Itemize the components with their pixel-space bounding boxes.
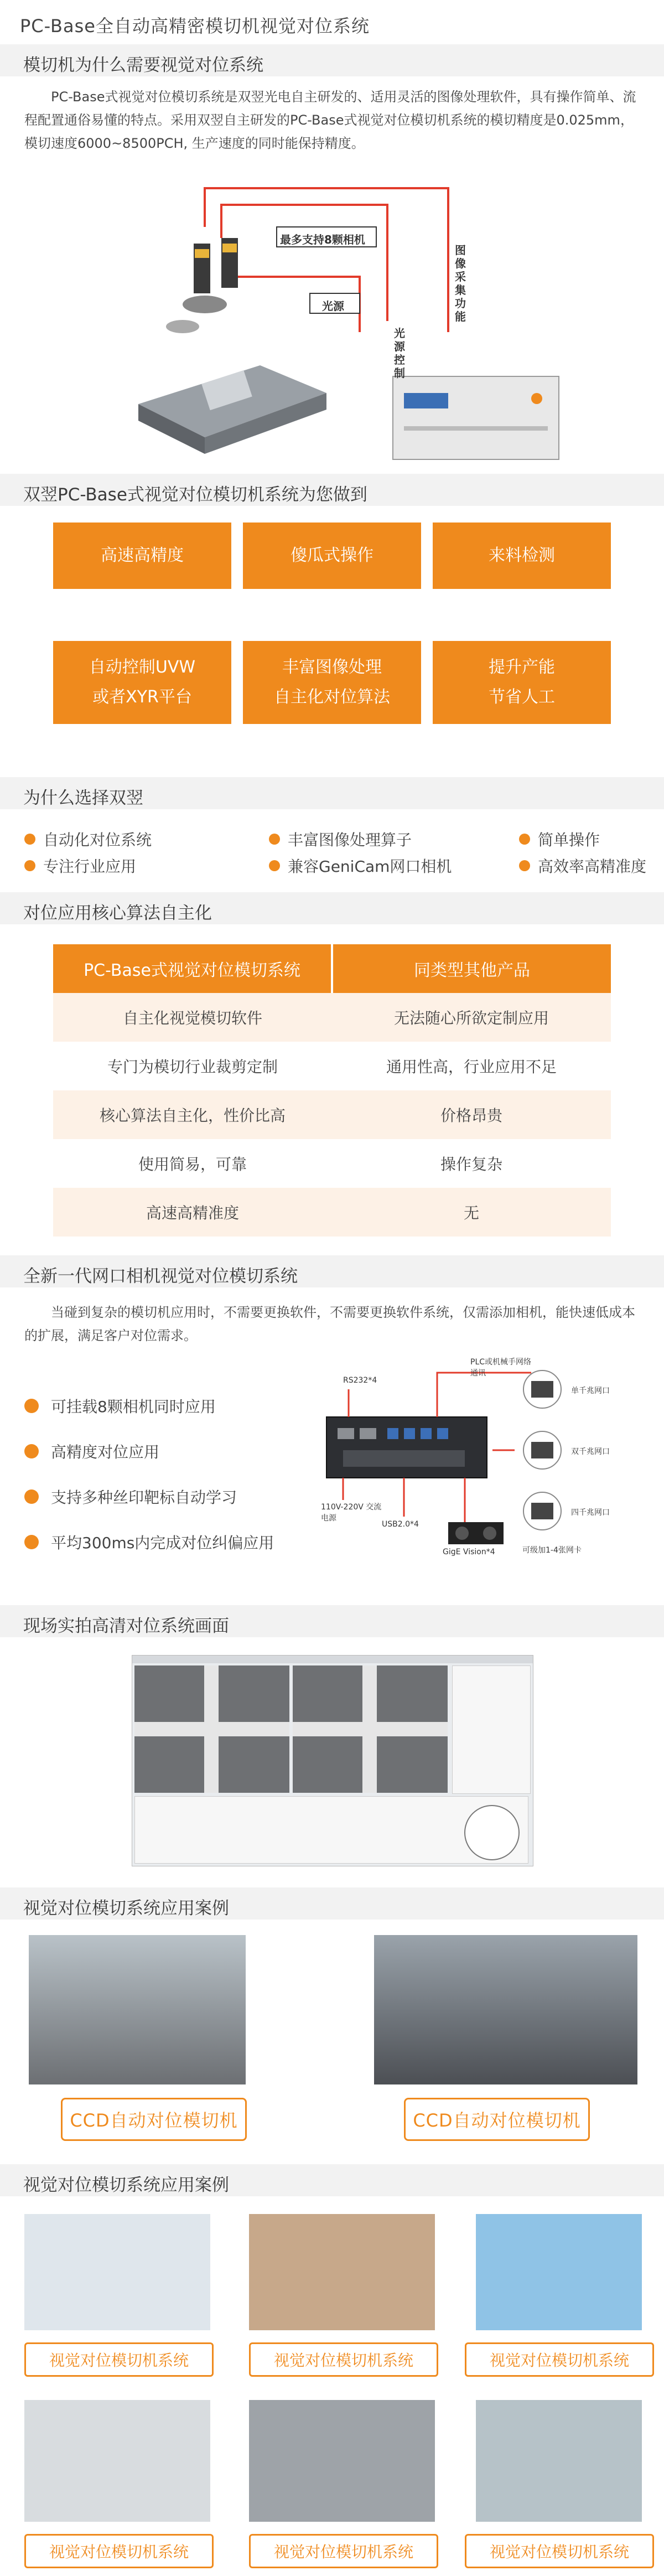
case-label: 视觉对位模切机系统 — [465, 2534, 654, 2568]
feature-bullet: 专注行业应用 — [24, 855, 136, 877]
case-label: CCD自动对位模切机 — [61, 2098, 247, 2141]
case-label: 视觉对位模切机系统 — [24, 2342, 214, 2377]
case-photo — [249, 2400, 435, 2522]
table-cell: 操作复杂 — [332, 1139, 611, 1188]
case-label: 视觉对位模切机系统 — [249, 2534, 438, 2568]
power-label: 110V-220V 交流电源 — [321, 1503, 382, 1523]
section-title: 为什么选择双翌 — [23, 788, 143, 808]
section-header-cases-2 — [0, 2164, 664, 2196]
plc-label: PLC或机械手网络通讯 — [470, 1358, 532, 1378]
section-title: 对位应用核心算法自主化 — [23, 903, 212, 923]
usb-label: USB2.0*4 — [382, 1520, 419, 1529]
section-header-live-screen — [0, 1605, 664, 1637]
table-row — [53, 1188, 611, 1237]
table-cell: 通用性高，行业应用不足 — [332, 1042, 611, 1090]
feature-bullet: 高精度对位应用 — [24, 1440, 159, 1462]
feature-bullet: 高效率高精准度 — [519, 855, 646, 877]
machine-setup-illustration — [94, 166, 570, 476]
section-title: 模切机为什么需要视觉对位系统 — [23, 55, 263, 75]
dual-port-label: 双千兆网口 — [571, 1447, 610, 1456]
benefit-cell: 自动控制UVW 或者XYR平台 — [53, 641, 231, 724]
network-camera-diagram — [310, 1356, 653, 1577]
feature-bullet: 兼容GeniCam网口相机 — [269, 855, 452, 877]
table-header-cell: 同类型其他产品 — [331, 944, 611, 993]
case-photo — [29, 1935, 246, 2084]
expand-label: 可级加1-4张网卡 — [522, 1546, 582, 1555]
intro-paragraph: PC-Base式视觉对位模切系统是双翌光电自主研发的、适用灵活的图像处理软件，具有操作简单、流程配置通俗易懂的特点。采用双翌自主研发的PC-Base式视觉对位模切机系统的模切精度是0.025mm，模切速度6000~8500PCH, 生产速度的同时能保持精度。 — [24, 89, 636, 151]
case-label: 视觉对位模切机系统 — [249, 2342, 438, 2377]
case-label: 视觉对位模切机系统 — [465, 2342, 654, 2377]
case-photo — [476, 2214, 642, 2330]
table-cell: 自主化视觉模切软件 — [53, 993, 332, 1042]
rs232-label: RS232*4 — [343, 1376, 377, 1385]
gige-label: GigE Vision*4 — [443, 1548, 495, 1556]
page-title: PC-Base全自动高精密模切机视觉对位系统 — [20, 15, 370, 37]
section-title: 全新一代网口相机视觉对位模切系统 — [23, 1266, 298, 1286]
feature-bullet: 支持多种丝印靶标自动学习 — [24, 1486, 237, 1508]
feature-bullet: 平均300ms内完成对位纠偏应用 — [24, 1531, 274, 1553]
case-label: CCD自动对位模切机 — [404, 2098, 590, 2141]
section-header-why-choose — [0, 777, 664, 809]
table-header-row — [53, 944, 611, 993]
section-header-new-gen — [0, 1255, 664, 1287]
case-photo — [249, 2214, 435, 2330]
table-cell: 使用简易，可靠 — [53, 1139, 332, 1188]
comparison-table — [53, 944, 611, 1237]
section-title: 现场实拍高清对位系统画面 — [23, 1616, 229, 1636]
light-control-label: 光源控制 — [394, 327, 405, 380]
section-title: 视觉对位模切系统应用案例 — [23, 1899, 229, 1918]
benefit-cell: 丰富图像处理 自主化对位算法 — [243, 641, 421, 724]
case-photo — [476, 2400, 642, 2522]
case-label: 视觉对位模切机系统 — [24, 2534, 214, 2568]
table-cell: 高速高精准度 — [53, 1188, 332, 1237]
benefit-cell: 来料检测 — [433, 523, 611, 589]
section-title: 视觉对位模切系统应用案例 — [23, 2175, 229, 2195]
new-gen-paragraph: 当碰到复杂的模切机应用时，不需要更换软件，不需要更换软件系统，仅需添加相机，能快速低成本的扩展，满足客户对位需求。 — [24, 1305, 635, 1343]
table-cell: 无 — [332, 1188, 611, 1237]
image-collect-label: 图像采集功能 — [455, 244, 466, 323]
benefit-cell: 傻瓜式操作 — [243, 523, 421, 589]
case-photo — [24, 2400, 210, 2522]
feature-bullet: 丰富图像处理算子 — [269, 828, 412, 850]
benefit-cell: 提升产能 节省人工 — [433, 641, 611, 724]
table-header-cell: PC-Base式视觉对位模切系统 — [53, 944, 331, 993]
table-cell: 价格昂贵 — [332, 1090, 611, 1139]
quad-port-label: 四千兆网口 — [571, 1508, 610, 1517]
section-header-why-vision — [0, 44, 664, 76]
table-cell: 核心算法自主化，性价比高 — [53, 1090, 332, 1139]
table-cell: 无法随心所欲定制应用 — [332, 993, 611, 1042]
table-row — [53, 1139, 611, 1188]
feature-bullet: 自动化对位系统 — [24, 828, 152, 850]
table-row — [53, 993, 611, 1042]
table-row — [53, 1090, 611, 1139]
section-title: 双翌PC-Base式视觉对位模切机系统为您做到 — [23, 485, 367, 505]
single-port-label: 单千兆网口 — [571, 1387, 610, 1395]
feature-bullet: 可挂载8颗相机同时应用 — [24, 1395, 216, 1417]
feature-bullet: 简单操作 — [519, 828, 600, 850]
cameras-label: 最多支持8颗相机 — [280, 233, 365, 246]
section-header-cases-1 — [0, 1887, 664, 1920]
software-screenshot — [132, 1655, 533, 1866]
table-row — [53, 1042, 611, 1090]
table-cell: 专门为模切行业裁剪定制 — [53, 1042, 332, 1090]
case-photo — [24, 2214, 210, 2330]
benefit-cell: 高速高精度 — [53, 523, 231, 589]
section-header-benefits — [0, 474, 664, 506]
light-label: 光源 — [322, 299, 344, 313]
case-photo — [374, 1935, 637, 2084]
section-header-core-algo — [0, 892, 664, 924]
